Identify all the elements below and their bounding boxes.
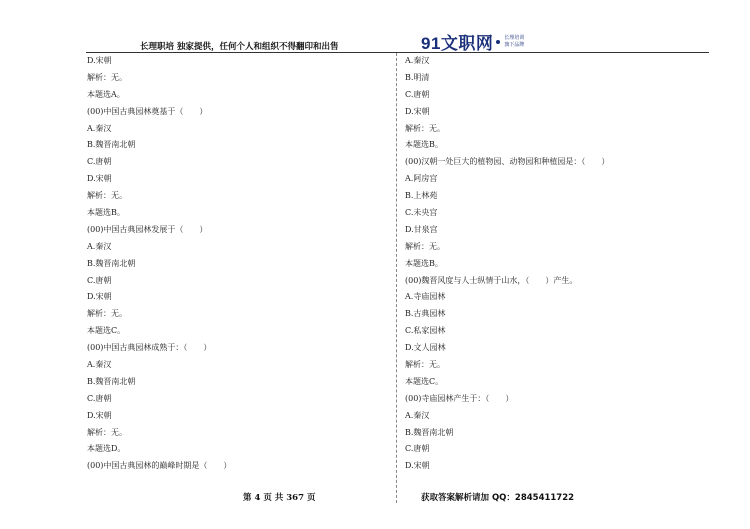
question-line: A.秦汉 [405, 56, 430, 65]
question-line: A.寺庙园林 [405, 292, 446, 302]
question-line: 解析：无。 [87, 191, 127, 201]
question-line: B.魏晋南北朝 [87, 140, 136, 150]
column-divider [396, 53, 397, 503]
question-line: B.魏晋南北朝 [405, 427, 454, 437]
question-line: 本题选B。 [87, 208, 125, 218]
question-line: 解析：无。 [405, 241, 445, 251]
question-line: 解析：无。 [87, 72, 127, 82]
left-column [87, 53, 387, 475]
question-line: C.唐朝 [405, 89, 430, 99]
question-line: 本题选A。 [87, 89, 125, 99]
question-line: 本题选C。 [405, 376, 444, 386]
question-line: 解析：无。 [405, 360, 445, 370]
question-line: 本题选C。 [87, 326, 126, 336]
question-line: 解析：无。 [405, 123, 445, 133]
question-line: C.唐朝 [405, 444, 430, 454]
right-column [405, 53, 705, 475]
question-line: D.宋朝 [87, 56, 112, 65]
logo-text: 91文职网 [421, 34, 494, 53]
question-line: 解析：无。 [87, 309, 127, 319]
page-number: 第 4 页 共 367 页 [243, 493, 316, 503]
question-line: (00)中国古典园林发展于（ ） [87, 224, 208, 234]
footer-contact: 获取答案解析请加 QQ：2845411722 [421, 493, 575, 503]
site-logo [421, 29, 524, 54]
question-line: (00)魏晋风度与人士纵情于山水，（ ）产生。 [405, 275, 578, 285]
question-line: (00)中国古典园林的巅峰时期是（ ） [87, 461, 232, 471]
question-line: D.甘泉宫 [405, 224, 438, 234]
question-line: (00)寺庙园林产生于：（ ） [405, 393, 514, 403]
question-line: 本题选D。 [87, 444, 126, 454]
question-line: D.宋朝 [87, 174, 112, 184]
question-line: (00)汉朝一处巨大的植物园、动物园和种植园是：（ ） [405, 157, 610, 167]
question-line: 解析：无。 [87, 427, 127, 437]
question-line: B.魏晋南北朝 [87, 258, 136, 268]
question-line: 本题选B。 [405, 140, 443, 150]
question-line: D.宋朝 [87, 292, 112, 302]
question-line: A.阿房宫 [405, 174, 438, 184]
logo-slogan-line-2: 旗下品牌 [504, 41, 525, 48]
question-line: A.秦汉 [87, 360, 112, 370]
question-line: C.唐朝 [87, 393, 112, 403]
question-line: B.明清 [405, 72, 430, 82]
question-line: 本题选B。 [405, 258, 443, 268]
question-line: D.宋朝 [87, 410, 112, 420]
question-line: C.唐朝 [87, 157, 112, 167]
question-line: D.宋朝 [405, 106, 430, 116]
logo-dot-icon [496, 40, 500, 44]
question-line: B.古典园林 [405, 309, 446, 319]
logo-slogan [504, 35, 524, 49]
question-line: D.文人园林 [405, 343, 446, 353]
question-line: B.魏晋南北朝 [87, 376, 136, 386]
logo-slogan-line-1: 长理培训 [504, 34, 525, 41]
question-line: A.秦汉 [87, 123, 112, 133]
question-line: A.秦汉 [87, 241, 112, 251]
question-line: (00)中国古典园林奠基于（ ） [87, 106, 208, 116]
question-line: C.私家园林 [405, 326, 446, 336]
question-line: A.秦汉 [405, 410, 430, 420]
header-notice: 长理职培 独家提供，任何个人和组织不得翻印和出售 [140, 42, 339, 52]
question-line: B.上林苑 [405, 191, 438, 201]
question-line: (00)中国古典园林成熟于：（ ） [87, 343, 212, 353]
question-line: C.唐朝 [87, 275, 112, 285]
question-line: C.未央宫 [405, 208, 438, 218]
question-line: D.宋朝 [405, 461, 430, 471]
